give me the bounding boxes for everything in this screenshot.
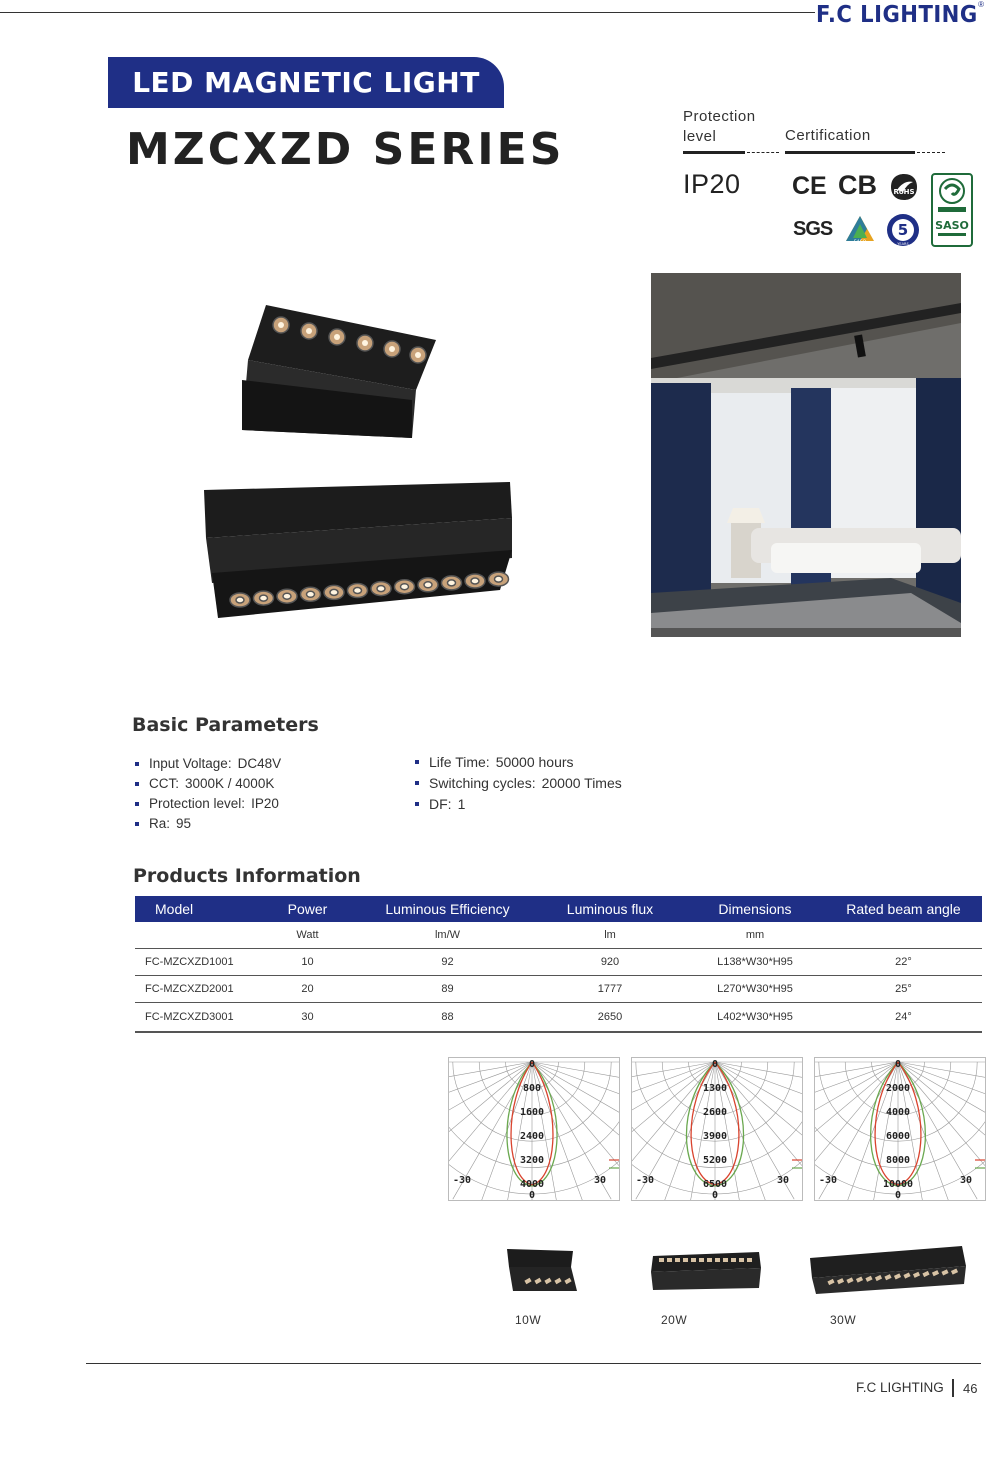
table-row (135, 1003, 982, 1033)
led-cell (739, 1258, 744, 1262)
polar-spoke (715, 1062, 802, 1116)
variant-image-20w (647, 1250, 762, 1292)
led-core (330, 589, 338, 595)
series-title: MZCXZD SERIES (126, 124, 565, 175)
polar-radial-tick: 3200 (519, 1155, 545, 1166)
polar-bottom-label: 0 (711, 1190, 719, 1200)
warranty-years-text: YEARS (897, 242, 909, 246)
protection-dash (747, 152, 779, 153)
cell-model: FC-MZCXZD2001 (135, 976, 255, 1003)
polar-spoke (898, 1062, 985, 1141)
cell-model: FC-MZCXZD3001 (135, 1003, 255, 1033)
led-cell (715, 1258, 720, 1262)
cell-dimensions: L270*W30*H95 (685, 976, 825, 1003)
header-beam-angle: Rated beam angle (825, 896, 982, 922)
polar-top-label: 0 (528, 1059, 536, 1070)
led-core (471, 578, 479, 584)
led-core (377, 586, 385, 592)
cell-model: FC-MZCXZD1001 (135, 949, 255, 976)
brand-logo: F.C LIGHTING (816, 2, 978, 28)
led-core (401, 584, 409, 590)
led-core (283, 593, 291, 599)
certification-underline (785, 151, 915, 154)
polar-radial-tick: 8000 (885, 1155, 911, 1166)
saso-triangle-text: SASO (853, 240, 867, 244)
led-core (307, 591, 315, 597)
polar-bottom-label: 0 (528, 1190, 536, 1200)
polar-chart-20w (631, 1057, 803, 1201)
polar-chart-30w (814, 1057, 986, 1201)
rohs-logo (889, 172, 919, 202)
polar-radial-tick: 2400 (519, 1131, 545, 1142)
protection-value: IP20 (683, 169, 741, 199)
led-cell (707, 1258, 712, 1262)
polar-radial-tick: 3900 (702, 1131, 728, 1142)
led-core (448, 580, 456, 586)
header-rule (0, 12, 815, 13)
unit-cell: lm (535, 922, 685, 949)
polar-top-label: 0 (894, 1059, 902, 1070)
variant-label-10w: 10W (515, 1313, 542, 1327)
basic-parameters-left-list (133, 754, 281, 834)
header-model: Model (135, 896, 255, 922)
polar-bottom-label: 0 (894, 1190, 902, 1200)
certification-dash (917, 152, 945, 153)
product-image-long (200, 478, 514, 623)
cell-efficiency: 89 (360, 976, 535, 1003)
polar-spoke (532, 1062, 619, 1183)
polar-radial-tick: 4000 (885, 1107, 911, 1118)
footer-brand: F.C LIGHTING (856, 1380, 944, 1395)
led-cell (723, 1258, 728, 1262)
led-cell (691, 1258, 696, 1262)
unit-cell: Watt (255, 922, 360, 949)
header-luminous-flux: Luminous flux (535, 896, 685, 922)
unit-cell: lm/W (360, 922, 535, 949)
polar-angle-right: 30 (960, 1175, 973, 1186)
products-table (135, 896, 982, 1033)
cell-power: 10 (255, 949, 360, 976)
header-dimensions: Dimensions (685, 896, 825, 922)
cell-beam-angle: 24° (825, 1003, 982, 1033)
saso-quality-text: SASO (935, 219, 969, 232)
cell-dimensions: L402*W30*H95 (685, 1003, 825, 1033)
page-number: 46 (963, 1381, 978, 1396)
polar-angle-left: -30 (819, 1175, 838, 1186)
polar-radial-tick: 800 (522, 1083, 542, 1094)
polar-radial-tick: 5200 (702, 1155, 728, 1166)
products-information-title: Products Information (133, 865, 361, 887)
table-row (135, 976, 982, 1003)
variant-image-10w (505, 1245, 580, 1295)
variant-label-30w: 30W (830, 1313, 857, 1327)
certification-label: Certification (785, 127, 871, 144)
cell-power: 20 (255, 976, 360, 1003)
variant-image-30w (808, 1244, 968, 1296)
polar-spoke (532, 1062, 619, 1141)
bedroom-scene-image (651, 273, 961, 637)
ce-logo: CE (792, 172, 827, 200)
protection-label-line1: Protection (683, 108, 756, 125)
param-life-time: Life Time: 50000 hours (413, 752, 622, 773)
led-cell (667, 1258, 672, 1262)
sgs-logo: SGS (793, 218, 833, 240)
cell-flux: 920 (535, 949, 685, 976)
led-cell (747, 1258, 752, 1262)
table-units-row (135, 922, 982, 949)
rohs-text: RoHS (893, 188, 915, 196)
polar-radial-tick: 10000 (882, 1179, 914, 1190)
param-cct: CCT: 3000K / 4000K (133, 774, 281, 794)
polar-spoke (532, 1062, 619, 1090)
led-core (354, 588, 362, 594)
warranty-years-number: 5 (897, 221, 909, 239)
led-cell (659, 1258, 664, 1262)
table-row (135, 949, 982, 976)
cell-efficiency: 92 (360, 949, 535, 976)
polar-angle-right: 30 (594, 1175, 607, 1186)
table-header-row (135, 896, 982, 922)
cb-logo: CB (838, 170, 877, 200)
polar-radial-tick: 1600 (519, 1107, 545, 1118)
unit-cell (825, 922, 982, 949)
polar-angle-left: -30 (636, 1175, 655, 1186)
footer-separator (952, 1379, 954, 1397)
footer-rule (86, 1363, 981, 1364)
cell-efficiency: 88 (360, 1003, 535, 1033)
polar-spoke (715, 1062, 802, 1141)
polar-radial-tick: 6500 (702, 1179, 728, 1190)
led-cell (731, 1258, 736, 1262)
polar-chart-10w (448, 1057, 620, 1201)
polar-spoke (715, 1062, 802, 1090)
led-cell (699, 1258, 704, 1262)
cell-dimensions: L138*W30*H95 (685, 949, 825, 976)
header-luminous-efficiency: Luminous Efficiency (360, 896, 535, 922)
polar-radial-tick: 2000 (885, 1083, 911, 1094)
category-banner (108, 57, 504, 108)
unit-cell (135, 922, 255, 949)
polar-radial-tick: 4000 (519, 1179, 545, 1190)
cell-flux: 2650 (535, 1003, 685, 1033)
product-image-short (236, 300, 440, 445)
protection-label-line2: level (683, 128, 717, 145)
led-core (236, 597, 244, 603)
param-switching-cycles: Switching cycles: 20000 Times (413, 773, 622, 794)
param-input-voltage: Input Voltage: DC48V (133, 754, 281, 774)
category-title: LED MAGNETIC LIGHT (132, 66, 480, 99)
basic-parameters-right-list (413, 752, 622, 815)
polar-angle-left: -30 (453, 1175, 472, 1186)
param-ra: Ra: 95 (133, 814, 281, 834)
registered-mark: ® (978, 0, 984, 9)
param-df: DF: 1 (413, 794, 622, 815)
protection-underline (683, 151, 745, 154)
polar-spoke (898, 1062, 985, 1116)
led-cell (683, 1258, 688, 1262)
led-cell (675, 1258, 680, 1262)
polar-radial-tick: 6000 (885, 1131, 911, 1142)
protection-level-label (683, 107, 756, 147)
header-power: Power (255, 896, 360, 922)
polar-angle-right: 30 (777, 1175, 790, 1186)
basic-parameters-title: Basic Parameters (132, 714, 319, 736)
polar-top-label: 0 (711, 1059, 719, 1070)
polar-radial-tick: 2600 (702, 1107, 728, 1118)
saso-triangle-logo (845, 214, 875, 244)
polar-radial-tick: 1300 (702, 1083, 728, 1094)
led-core (495, 576, 503, 582)
param-protection-level: Protection level: IP20 (133, 794, 281, 814)
cell-flux: 1777 (535, 976, 685, 1003)
led-core (260, 595, 268, 601)
saso-quality-logo (931, 173, 973, 247)
unit-cell: mm (685, 922, 825, 949)
led-core (424, 582, 432, 588)
cell-beam-angle: 22° (825, 949, 982, 976)
warranty-5-years-logo (886, 213, 920, 247)
variant-label-20w: 20W (661, 1313, 688, 1327)
cell-power: 30 (255, 1003, 360, 1033)
cell-beam-angle: 25° (825, 976, 982, 1003)
